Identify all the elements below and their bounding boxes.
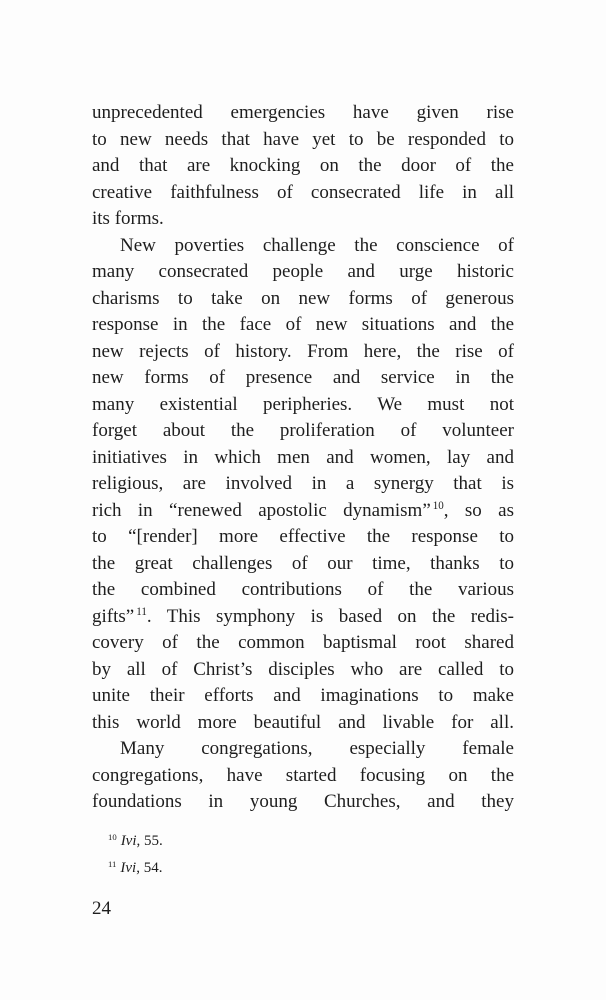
text-line <box>92 365 514 392</box>
footnote-marker: 11 <box>136 606 147 619</box>
text-segment: , so as <box>443 499 514 521</box>
text-segment: rich in “renewed apostolic dynamism” <box>92 499 431 521</box>
footnote-text: , 55. <box>136 833 163 849</box>
text-line <box>92 657 514 684</box>
text-segment: . This symphony is based on the redis- <box>146 605 514 627</box>
text-segment: by all of Christ’s disciples who are called to <box>92 658 514 680</box>
text-segment: New poverties challenge the conscience of <box>120 234 514 256</box>
text-segment: many existential peripheries. We must not <box>92 393 514 415</box>
text-segment: congregations, have started focusing on the <box>92 764 514 786</box>
text-line <box>92 551 514 578</box>
text-line <box>92 445 514 472</box>
text-line <box>92 789 514 816</box>
text-segment: gifts” <box>92 605 135 627</box>
text-segment: unprecedented emergencies have given rise <box>92 102 514 123</box>
text-segment: this world more beautiful and livable for all. <box>92 711 514 733</box>
text-segment: Many congregations, especially female <box>120 738 514 759</box>
text-line <box>92 683 514 710</box>
text-segment: unite their efforts and imaginations to make <box>92 685 514 706</box>
text-segment: creative faithfulness of consecrated life in all <box>92 181 514 203</box>
footnote <box>92 855 514 882</box>
page-number: 24 <box>92 898 111 919</box>
text-segment: charisms to take on new forms of generous <box>92 287 514 309</box>
footnote-marker: 11 <box>108 859 117 870</box>
footnote-marker: 10 <box>432 500 444 513</box>
text-line <box>92 153 514 180</box>
footnote-marker: 10 <box>108 832 117 843</box>
text-segment: and that are knocking on the door of the <box>92 155 514 176</box>
text-segment: religious, are involved in a synergy that is <box>92 473 514 494</box>
text-segment: the great challenges of our time, thanks to <box>92 552 514 574</box>
text-line <box>92 259 514 286</box>
text-segment: many consecrated people and urge historic <box>92 261 514 282</box>
text-line <box>92 630 514 657</box>
text-line <box>92 339 514 366</box>
text-line <box>92 180 514 207</box>
text-line <box>92 206 514 233</box>
text-segment: foundations in young Churches, and they <box>92 791 514 812</box>
text-line <box>92 498 514 525</box>
text-line <box>92 100 514 127</box>
text-line <box>92 763 514 790</box>
text-segment: covery of the common baptismal root shared <box>92 632 514 653</box>
text-line <box>92 312 514 339</box>
text-line <box>92 233 514 260</box>
footnotes <box>92 828 514 882</box>
text-line <box>92 577 514 604</box>
text-segment: new forms of presence and service in the <box>92 367 514 388</box>
text-line <box>92 604 514 631</box>
text-line <box>92 736 514 763</box>
text-segment: response in the face of new situations and the <box>92 314 514 335</box>
text-line <box>92 524 514 551</box>
text-line <box>92 710 514 737</box>
text-segment: forget about the proliferation of volunteer <box>92 420 514 441</box>
text-segment: the combined contributions of the various <box>92 579 514 600</box>
footnote-text: , 54. <box>136 860 163 876</box>
text-line <box>92 471 514 498</box>
text-segment: to “[render] more effective the response to <box>92 526 514 547</box>
footnote <box>92 828 514 855</box>
text-segment: new rejects of history. From here, the rise of <box>92 340 514 362</box>
body-text <box>92 100 514 816</box>
text-segment: to new needs that have yet to be responded to <box>92 128 514 150</box>
text-line <box>92 286 514 313</box>
text-line <box>92 392 514 419</box>
footnote-source: Ivi <box>120 860 137 876</box>
text-line <box>92 418 514 445</box>
text-segment: its forms. <box>92 208 164 229</box>
text-segment: initiatives in which men and women, lay and <box>92 446 514 468</box>
footnote-source: Ivi <box>120 833 137 849</box>
text-line <box>92 127 514 154</box>
